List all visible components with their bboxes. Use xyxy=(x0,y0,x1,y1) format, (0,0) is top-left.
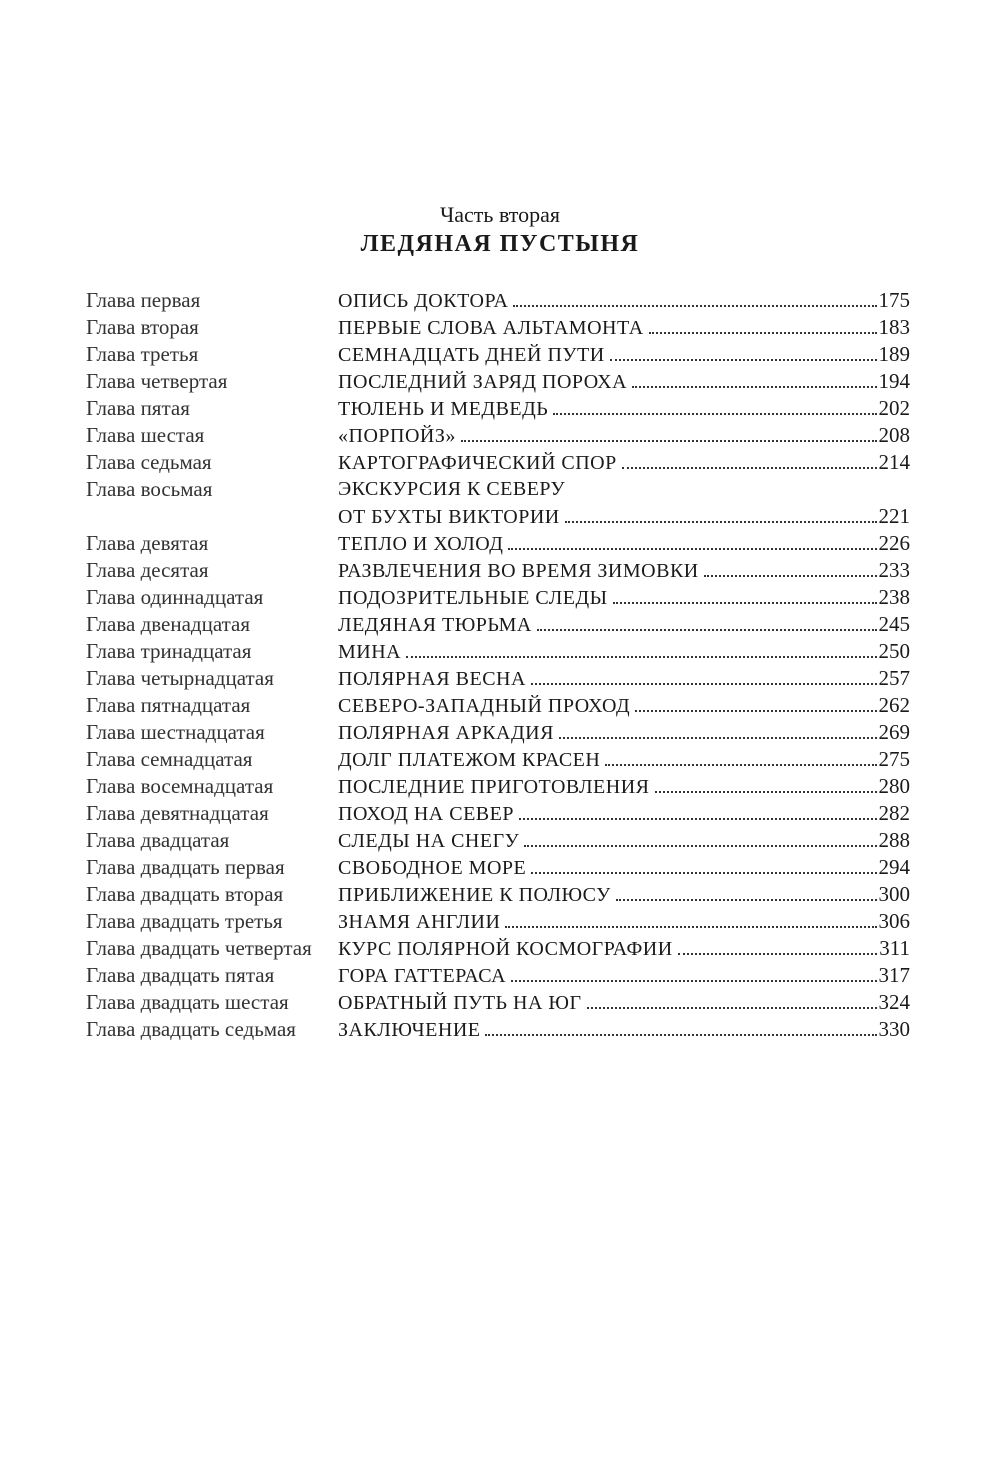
page-number: 311 xyxy=(879,936,910,960)
table-of-contents xyxy=(86,287,910,1043)
chapter-label: Глава двенадцатая xyxy=(86,612,251,636)
chapter-title: ОТ БУХТЫ ВИКТОРИИ xyxy=(338,506,560,528)
chapter-label: Глава девятнадцатая xyxy=(86,801,269,825)
toc-row xyxy=(86,692,910,719)
chapter-title: СЕМНАДЦАТЬ ДНЕЙ ПУТИ xyxy=(338,344,605,366)
chapter-label: Глава четырнадцатая xyxy=(86,666,274,690)
dot-leader xyxy=(485,1034,876,1036)
chapter-label: Глава восемнадцатая xyxy=(86,774,274,798)
page-number: 238 xyxy=(878,585,910,609)
toc-row xyxy=(86,800,910,827)
chapter-label: Глава пятнадцатая xyxy=(86,693,251,717)
toc-entry xyxy=(338,1016,910,1044)
toc-entry xyxy=(338,557,910,585)
chapter-label: Глава двадцать седьмая xyxy=(86,1017,296,1041)
toc-entry xyxy=(338,611,910,639)
chapter-title: РАЗВЛЕЧЕНИЯ ВО ВРЕМЯ ЗИМОВКИ xyxy=(338,560,699,582)
dot-leader xyxy=(519,818,877,820)
toc-entry xyxy=(338,530,910,558)
toc-entry xyxy=(338,368,910,396)
page-number: 208 xyxy=(878,423,910,447)
chapter-label: Глава шестая xyxy=(86,423,205,447)
toc-entry xyxy=(338,989,910,1017)
page-number: 194 xyxy=(878,369,910,393)
dot-leader xyxy=(605,764,876,766)
toc-row xyxy=(86,368,910,395)
page-number: 280 xyxy=(878,774,910,798)
chapter-label: Глава первая xyxy=(86,288,201,312)
part-subtitle: Часть вторая xyxy=(439,202,561,227)
page-number: 269 xyxy=(878,720,910,744)
dot-leader xyxy=(655,791,877,793)
chapter-title: ЗАКЛЮЧЕНИЕ xyxy=(338,1019,481,1041)
page-number: 189 xyxy=(878,342,910,366)
toc-row xyxy=(86,557,910,584)
toc-row xyxy=(86,476,910,530)
chapter-title: ОБРАТНЫЙ ПУТЬ НА ЮГ xyxy=(338,992,582,1014)
toc-entry xyxy=(338,638,910,666)
chapter-title-line1: ЭКСКУРСИЯ К СЕВЕРУ xyxy=(338,478,566,500)
chapter-title: СВОБОДНОЕ МОРЕ xyxy=(338,857,527,879)
chapter-label: Глава третья xyxy=(86,342,199,366)
dot-leader xyxy=(461,440,877,442)
toc-row xyxy=(86,746,910,773)
chapter-title: ПЕРВЫЕ СЛОВА АЛЬТАМОНТА xyxy=(338,317,644,339)
chapter-title: ДОЛГ ПЛАТЕЖОМ КРАСЕН xyxy=(338,749,601,771)
dot-leader xyxy=(537,629,877,631)
page-number: 275 xyxy=(878,747,910,771)
toc-row xyxy=(86,665,910,692)
toc-row xyxy=(86,530,910,557)
toc-row xyxy=(86,935,910,962)
toc-entry xyxy=(338,584,910,612)
chapter-label: Глава двадцать первая xyxy=(86,855,285,879)
chapter-label: Глава двадцать шестая xyxy=(86,990,289,1014)
dot-leader xyxy=(406,656,876,658)
dot-leader xyxy=(610,359,877,361)
toc-entry xyxy=(338,773,910,801)
toc-row xyxy=(86,989,910,1016)
chapter-title: МИНА xyxy=(338,641,402,663)
chapter-title: ПРИБЛИЖЕНИЕ К ПОЛЮСУ xyxy=(338,884,611,906)
chapter-label: Глава двадцать четвертая xyxy=(86,936,312,960)
page-number: 306 xyxy=(878,909,910,933)
toc-entry xyxy=(338,422,910,450)
toc-entry xyxy=(338,287,910,315)
chapter-label: Глава одиннадцатая xyxy=(86,585,264,609)
toc-row xyxy=(86,962,910,989)
dot-leader xyxy=(513,305,876,307)
chapter-title: ТЮЛЕНЬ И МЕДВЕДЬ xyxy=(338,398,549,420)
page-number: 175 xyxy=(878,288,910,312)
dot-leader xyxy=(565,521,877,523)
dot-leader xyxy=(553,413,876,415)
toc-row xyxy=(86,611,910,638)
toc-entry xyxy=(338,854,910,882)
dot-leader xyxy=(559,737,877,739)
page-number: 221 xyxy=(878,504,910,528)
toc-row xyxy=(86,827,910,854)
toc-row xyxy=(86,719,910,746)
toc-entry xyxy=(338,449,910,477)
page-number: 250 xyxy=(878,639,910,663)
toc-entry xyxy=(338,800,910,828)
toc-row xyxy=(86,881,910,908)
dot-leader xyxy=(704,575,877,577)
toc-entry xyxy=(338,908,910,936)
chapter-label: Глава двадцатая xyxy=(86,828,230,852)
toc-entry xyxy=(338,665,910,693)
page-number: 226 xyxy=(878,531,910,555)
toc-row xyxy=(86,773,910,800)
toc-row xyxy=(86,638,910,665)
dot-leader xyxy=(649,332,877,334)
chapter-title: СЕВЕРО-ЗАПАДНЫЙ ПРОХОД xyxy=(338,695,631,717)
chapter-title: «ПОРПОЙЗ» xyxy=(338,425,456,447)
toc-row xyxy=(86,287,910,314)
dot-leader xyxy=(635,710,876,712)
toc-row xyxy=(86,395,910,422)
chapter-label: Глава шестнадцатая xyxy=(86,720,265,744)
chapter-label: Глава тринадцатая xyxy=(86,639,252,663)
dot-leader xyxy=(531,872,876,874)
dot-leader xyxy=(511,980,876,982)
chapter-title: КУРС ПОЛЯРНОЙ КОСМОГРАФИИ xyxy=(338,938,673,960)
chapter-title: ЗНАМЯ АНГЛИИ xyxy=(338,911,501,933)
page-number: 300 xyxy=(878,882,910,906)
chapter-label: Глава десятая xyxy=(86,558,209,582)
page-number: 202 xyxy=(878,396,910,420)
chapter-label: Глава восьмая xyxy=(86,477,213,501)
page-number: 257 xyxy=(878,666,910,690)
chapter-label: Глава пятая xyxy=(86,396,190,420)
toc-entry xyxy=(338,503,910,531)
chapter-label: Глава девятая xyxy=(86,531,209,555)
chapter-title: ПОСЛЕДНИЙ ЗАРЯД ПОРОХА xyxy=(338,371,628,393)
chapter-title: ЛЕДЯНАЯ ТЮРЬМА xyxy=(338,614,532,636)
chapter-title: ПОЛЯРНАЯ ВЕСНА xyxy=(338,668,526,690)
page-number: 330 xyxy=(878,1017,910,1041)
dot-leader xyxy=(505,926,876,928)
toc-entry xyxy=(338,881,910,909)
toc-entry xyxy=(338,719,910,747)
chapter-title: ТЕПЛО И ХОЛОД xyxy=(338,533,504,555)
chapter-title: ПОДОЗРИТЕЛЬНЫЕ СЛЕДЫ xyxy=(338,587,608,609)
chapter-label: Глава четвертая xyxy=(86,369,228,393)
chapter-title: КАРТОГРАФИЧЕСКИЙ СПОР xyxy=(338,452,617,474)
chapter-title: ОПИСЬ ДОКТОРА xyxy=(338,290,509,312)
toc-row xyxy=(86,449,910,476)
dot-leader xyxy=(587,1007,877,1009)
toc-entry xyxy=(338,827,910,855)
toc-entry xyxy=(338,395,910,423)
page-number: 245 xyxy=(878,612,910,636)
page-number: 282 xyxy=(878,801,910,825)
toc-entry xyxy=(338,935,910,963)
chapter-label: Глава седьмая xyxy=(86,450,212,474)
toc-entry xyxy=(338,746,910,774)
toc-entry xyxy=(338,692,910,720)
toc-row xyxy=(86,854,910,881)
dot-leader xyxy=(616,899,877,901)
chapter-title: СЛЕДЫ НА СНЕГУ xyxy=(338,830,520,852)
dot-leader xyxy=(531,683,877,685)
dot-leader xyxy=(632,386,876,388)
toc-row xyxy=(86,1016,910,1043)
dot-leader xyxy=(508,548,876,550)
toc-row xyxy=(86,314,910,341)
toc-entry xyxy=(338,962,910,990)
page-number: 294 xyxy=(878,855,910,879)
toc-entry xyxy=(338,341,910,369)
page-number: 288 xyxy=(878,828,910,852)
chapter-title: ПОЛЯРНАЯ АРКАДИЯ xyxy=(338,722,554,744)
chapter-title: ПОХОД НА СЕВЕР xyxy=(338,803,514,825)
toc-row xyxy=(86,584,910,611)
page-number: 262 xyxy=(878,693,910,717)
page-number: 317 xyxy=(878,963,910,987)
dot-leader xyxy=(524,845,876,847)
part-title: ЛЕДЯНАЯ ПУСТЫНЯ xyxy=(360,231,640,257)
page-number: 183 xyxy=(878,315,910,339)
chapter-label: Глава двадцать третья xyxy=(86,909,283,933)
page-number: 233 xyxy=(878,558,910,582)
dot-leader xyxy=(622,467,877,469)
dot-leader xyxy=(678,953,878,955)
page-number: 324 xyxy=(878,990,910,1014)
dot-leader xyxy=(613,602,877,604)
chapter-label: Глава вторая xyxy=(86,315,199,339)
chapter-label: Глава двадцать вторая xyxy=(86,882,284,906)
toc-row xyxy=(86,422,910,449)
toc-entry xyxy=(338,314,910,342)
chapter-title: ПОСЛЕДНИЕ ПРИГОТОВЛЕНИЯ xyxy=(338,776,650,798)
chapter-label: Глава двадцать пятая xyxy=(86,963,275,987)
page-number: 214 xyxy=(878,450,910,474)
chapter-label: Глава семнадцатая xyxy=(86,747,253,771)
toc-row xyxy=(86,908,910,935)
toc-row xyxy=(86,341,910,368)
chapter-title: ГОРА ГАТТЕРАСА xyxy=(338,965,507,987)
